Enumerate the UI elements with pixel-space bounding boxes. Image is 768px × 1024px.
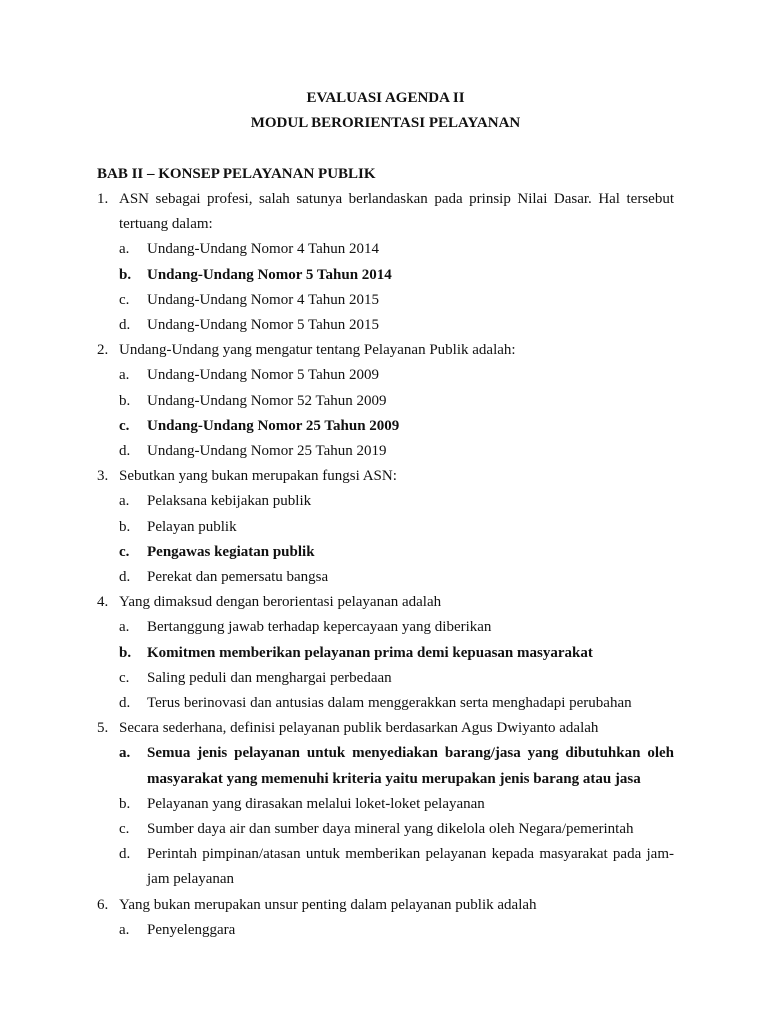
option-text: Bertanggung jawab terhadap kepercayaan yang diberikan [147, 619, 492, 636]
option-2a [97, 363, 674, 388]
option-letter: c. [119, 821, 130, 838]
question-number: 4. [97, 594, 109, 611]
option-letter: a. [119, 241, 130, 258]
option-text: Penyelenggara [147, 921, 236, 938]
option-3c-correct [97, 540, 674, 565]
option-letter: d. [119, 443, 131, 460]
question-text: Sebutkan yang bukan merupakan fungsi ASN: [119, 468, 397, 485]
option-1d [97, 313, 674, 338]
document-page [97, 86, 674, 943]
question-3 [97, 464, 674, 489]
section-heading: BAB II – KONSEP PELAYANAN PUBLIK [97, 166, 376, 182]
question-number: 6. [97, 896, 109, 913]
question-6 [97, 893, 674, 918]
option-letter: c. [119, 417, 130, 434]
option-letter: d. [119, 569, 131, 586]
option-text: Semua jenis pelayanan untuk menyediakan barang/jasa yang dibutuhkan oleh masyarakat yang memenuhi kriteria yaitu merupakan jenis barang atau jasa [147, 745, 674, 787]
option-3a [97, 489, 674, 514]
document-subtitle: MODUL BERORIENTASI PELAYANAN [250, 115, 521, 131]
option-letter: d. [119, 846, 131, 863]
option-4a [97, 615, 674, 640]
document-title: EVALUASI AGENDA II [306, 90, 465, 106]
question-text: ASN sebagai profesi, salah satunya berlandaskan pada prinsip Nilai Dasar. Hal tersebut tertuang dalam: [119, 191, 674, 233]
option-text: Terus berinovasi dan antusias dalam menggerakkan serta menghadapi perubahan [147, 695, 632, 712]
option-5c [97, 817, 674, 842]
option-1c [97, 288, 674, 313]
option-text: Undang-Undang Nomor 5 Tahun 2009 [147, 367, 379, 384]
option-letter: b. [119, 644, 132, 661]
option-1a [97, 237, 674, 262]
option-1b-correct [97, 263, 674, 288]
option-letter: b. [119, 392, 131, 409]
option-3d [97, 565, 674, 590]
option-text: Pelayan publik [147, 518, 237, 535]
option-text: Undang-Undang Nomor 4 Tahun 2015 [147, 291, 379, 308]
option-letter: b. [119, 518, 131, 535]
option-letter: a. [119, 493, 130, 510]
option-text: Perekat dan pemersatu bangsa [147, 569, 329, 586]
option-text: Undang-Undang Nomor 25 Tahun 2009 [147, 417, 400, 434]
option-letter: a. [119, 921, 130, 938]
question-4 [97, 590, 674, 615]
option-text: Pengawas kegiatan publik [147, 543, 315, 560]
question-number: 1. [97, 191, 109, 207]
option-text: Komitmen memberikan pelayanan prima demi kepuasan masyarakat [147, 644, 593, 661]
option-3b [97, 515, 674, 540]
option-text: Undang-Undang Nomor 25 Tahun 2019 [147, 443, 387, 460]
option-4b-correct [97, 641, 674, 666]
option-text: Perintah pimpinan/atasan untuk memberikan pelayanan kepada masyarakat pada jam-jam pelayanan [147, 846, 674, 888]
option-letter: c. [119, 669, 130, 686]
question-number: 3. [97, 468, 109, 485]
option-text: Sumber daya air dan sumber daya mineral yang dikelola oleh Negara/pemerintah [147, 821, 634, 838]
question-text: Yang bukan merupakan unsur penting dalam pelayanan publik adalah [119, 896, 537, 913]
question-number: 5. [97, 720, 109, 737]
option-letter: b. [119, 266, 132, 283]
option-6a [97, 918, 674, 943]
option-letter: a. [119, 619, 130, 636]
option-text: Pelayanan yang dirasakan melalui loket-loket pelayanan [147, 795, 485, 812]
question-5 [97, 716, 674, 741]
question-2 [97, 338, 674, 363]
option-5a-correct [97, 741, 674, 791]
question-1 [97, 187, 674, 237]
option-letter: d. [119, 317, 131, 334]
option-text: Undang-Undang Nomor 5 Tahun 2015 [147, 317, 379, 334]
option-4d [97, 691, 674, 716]
option-text: Undang-Undang Nomor 4 Tahun 2014 [147, 241, 379, 258]
question-text: Secara sederhana, definisi pelayanan publik berdasarkan Agus Dwiyanto adalah [119, 720, 599, 737]
question-text: Yang dimaksud dengan berorientasi pelayanan adalah [119, 594, 442, 611]
option-text: Pelaksana kebijakan publik [147, 493, 312, 510]
option-text: Undang-Undang Nomor 5 Tahun 2014 [147, 266, 392, 283]
option-letter: c. [119, 543, 130, 560]
option-4c [97, 666, 674, 691]
option-letter: a. [119, 745, 131, 762]
option-text: Undang-Undang Nomor 52 Tahun 2009 [147, 392, 387, 409]
option-letter: b. [119, 795, 131, 812]
option-text: Saling peduli dan menghargai perbedaan [147, 669, 392, 686]
option-letter: a. [119, 367, 130, 384]
question-number: 2. [97, 342, 109, 359]
question-text: Undang-Undang yang mengatur tentang Pelayanan Publik adalah: [119, 342, 516, 359]
option-2b [97, 389, 674, 414]
option-5d [97, 842, 674, 892]
option-letter: d. [119, 695, 131, 712]
option-2c-correct [97, 414, 674, 439]
option-5b [97, 792, 674, 817]
option-letter: c. [119, 291, 130, 308]
option-2d [97, 439, 674, 464]
